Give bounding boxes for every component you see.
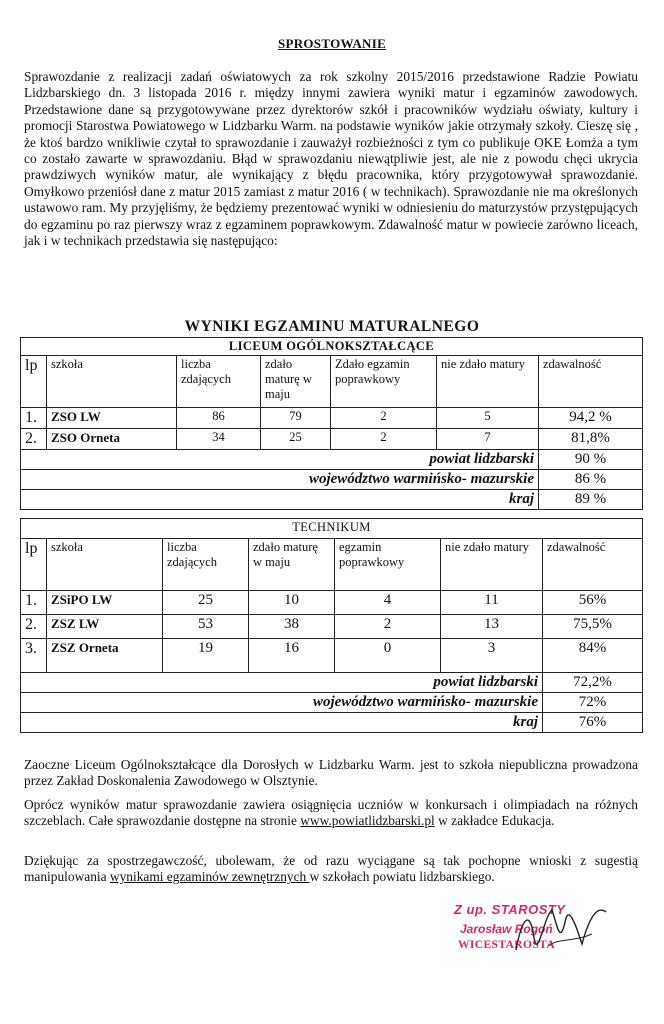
- row-rate: 56%: [543, 591, 643, 615]
- column-header-school: szkoła: [47, 539, 163, 591]
- handwritten-signature-icon: [508, 898, 618, 964]
- row-count: 19: [163, 639, 249, 673]
- row-lp: 2.: [21, 429, 47, 450]
- signature-stamp: [448, 898, 618, 968]
- row-school: ZSO LW: [47, 408, 177, 429]
- column-header-rate: zdawalność: [543, 539, 643, 591]
- table-row: [21, 639, 643, 673]
- summary-row: [21, 470, 643, 490]
- column-header-passed-may: zdało maturę w maju: [249, 539, 335, 591]
- summary-value: 72%: [543, 693, 643, 713]
- row-passed-may: 38: [249, 615, 335, 639]
- summary-label: województwo warmińsko- mazurskie: [21, 470, 539, 490]
- summary-value: 72,2%: [543, 673, 643, 693]
- row-rate: 81,8%: [539, 429, 643, 450]
- summary-value: 86 %: [539, 470, 643, 490]
- summary-label: powiat lidzbarski: [21, 450, 539, 470]
- table-row: [21, 615, 643, 639]
- summary-label: kraj: [21, 713, 543, 733]
- summary-value: 76%: [543, 713, 643, 733]
- row-count: 86: [177, 408, 261, 429]
- summary-row: [21, 450, 643, 470]
- row-passed-may: 25: [261, 429, 331, 450]
- summary-value: 89 %: [539, 490, 643, 510]
- table-row: [21, 591, 643, 615]
- summary-label: województwo warmińsko- mazurskie: [21, 693, 543, 713]
- row-rate: 94,2 %: [539, 408, 643, 429]
- column-header-passed-retake: Zdało egzamin poprawkowy: [331, 356, 437, 408]
- liceum-section-header: LICEUM OGÓLNOKSZTAŁCĄCE: [21, 338, 643, 356]
- row-lp: 2.: [21, 615, 47, 639]
- underlined-phrase: wynikami egzaminów zewnętrznych: [109, 869, 310, 885]
- row-failed: 5: [437, 408, 539, 429]
- summary-label: powiat lidzbarski: [21, 673, 543, 693]
- note-text: Oprócz wyników matur sprawozdanie zawiera osiągnięcia uczniów w konkursach i olimpiadach na różnych szczeblach. Całe sprawozdanie dostępne na stronie: [24, 797, 638, 829]
- note-paragraph-thanks: [24, 853, 638, 886]
- column-header-failed: nie zdało matury: [437, 356, 539, 408]
- row-count: 34: [177, 429, 261, 450]
- table-row: [21, 408, 643, 429]
- row-lp: 1.: [21, 408, 47, 429]
- row-lp: 1.: [21, 591, 47, 615]
- technikum-header-row: [21, 539, 643, 591]
- column-header-rate: zdawalność: [539, 356, 643, 408]
- stamp-line-title: WICESTAROSTA: [458, 939, 556, 951]
- note-paragraph-zldd: Zaoczne Liceum Ogólnokształcące dla Dorosłych w Lidzbarku Warm. jest to szkoła niepubliczna prowadzona przez Zakład Doskonalenia Zawodowego w Olsztynie.: [24, 757, 638, 789]
- row-passed-retake: 2: [331, 429, 437, 450]
- summary-row: [21, 490, 643, 510]
- row-school: ZSZ LW: [47, 615, 163, 639]
- summary-row: [21, 673, 643, 693]
- row-retake: 0: [335, 639, 441, 673]
- column-header-passed-may: zdało maturę w maju: [261, 356, 331, 408]
- summary-label: kraj: [21, 490, 539, 510]
- row-school: ZSiPO LW: [47, 591, 163, 615]
- powiat-website-link[interactable]: www.powiatlidzbarski.pl: [300, 813, 435, 829]
- row-retake: 4: [335, 591, 441, 615]
- technikum-section-header: TECHNIKUM: [21, 519, 643, 539]
- note-paragraph-report: [24, 797, 638, 830]
- column-header-lp: lp: [21, 539, 47, 591]
- note-text: Dziękując za spostrzegawczość, ubolewam, że od razu wyciągane są tak pochopne wnioski z sugestią manipulowania: [24, 853, 638, 885]
- column-header-count: liczba zdających: [163, 539, 249, 591]
- liceum-results-table: [20, 337, 643, 510]
- note-text: w zakładce Edukacja.: [434, 813, 555, 829]
- row-school: ZSO Orneta: [47, 429, 177, 450]
- row-count: 53: [163, 615, 249, 639]
- stamp-line-name: Jarosław Rogoń: [460, 922, 553, 936]
- summary-row: [21, 713, 643, 733]
- row-failed: 3: [441, 639, 543, 673]
- row-failed: 11: [441, 591, 543, 615]
- note-text: w szkołach powiatu lidzbarskiego.: [309, 869, 495, 885]
- document-title: SPROSTOWANIE: [277, 36, 387, 51]
- table-row: [21, 429, 643, 450]
- column-header-retake: egzamin poprawkowy: [335, 539, 441, 591]
- technikum-results-table: [20, 518, 643, 733]
- liceum-header-row: [21, 356, 643, 408]
- results-title: WYNIKI EGZAMINU MATURALNEGO: [184, 318, 480, 335]
- stamp-line-authority: Z up. STAROSTY: [454, 902, 566, 917]
- row-passed-retake: 2: [331, 408, 437, 429]
- summary-row: [21, 693, 643, 713]
- column-header-count: liczba zdających: [177, 356, 261, 408]
- row-rate: 84%: [543, 639, 643, 673]
- summary-value: 90 %: [539, 450, 643, 470]
- row-passed-may: 79: [261, 408, 331, 429]
- column-header-lp: lp: [21, 356, 47, 408]
- column-header-school: szkoła: [47, 356, 177, 408]
- row-retake: 2: [335, 615, 441, 639]
- column-header-failed: nie zdało matury: [441, 539, 543, 591]
- row-rate: 75,5%: [543, 615, 643, 639]
- row-passed-may: 10: [249, 591, 335, 615]
- row-school: ZSZ Orneta: [47, 639, 163, 673]
- intro-paragraph: Sprawozdanie z realizacji zadań oświatowych za rok szkolny 2015/2016 przedstawione Radzie Powiatu Lidzbarskiego dn. 3 listopada 2016 r. między innymi zawiera wyniki matur i egzaminów zawodowych. Przedstawione dane są przygotowywane przez dyrektorów szkół i pracowników wydziału oświaty, kultury i promocji Starostwa Powiatowego w Lidzbarku Warm. na podstawie wyników jakie otrzymały szkoły. Cieszę się , że ktoś bardzo wnikliwie czytał to sprawozdanie i zauważył rozbieżności z tym co publikuje OKE Łomża a tym co zostało zawarte w sprawozdaniu. Błąd w sprawozdaniu niewątpliwie jest, ale nie z powodu chęci ukrycia prawdziwych wyników matur, ale wynikający z błędu pracownika, który przygotowywał sprawozdanie. Omyłkowo przeniósł dane z matur 2015 zamiast z matur 2016 ( w technikach). Sprawozdanie nie ma określonych ustawowo ram. My przyjęliśmy, że będziemy prezentować wyniki w odniesieniu do maturzystów przystępujących do egzaminu po raz pierwszy wraz z egzaminem poprawkowym. Zdawalność matur w powiecie zarówno liceach, jak i w technikach przedstawia się następująco:: [24, 69, 638, 249]
- row-count: 25: [163, 591, 249, 615]
- row-lp: 3.: [21, 639, 47, 673]
- row-passed-may: 16: [249, 639, 335, 673]
- row-failed: 13: [441, 615, 543, 639]
- row-failed: 7: [437, 429, 539, 450]
